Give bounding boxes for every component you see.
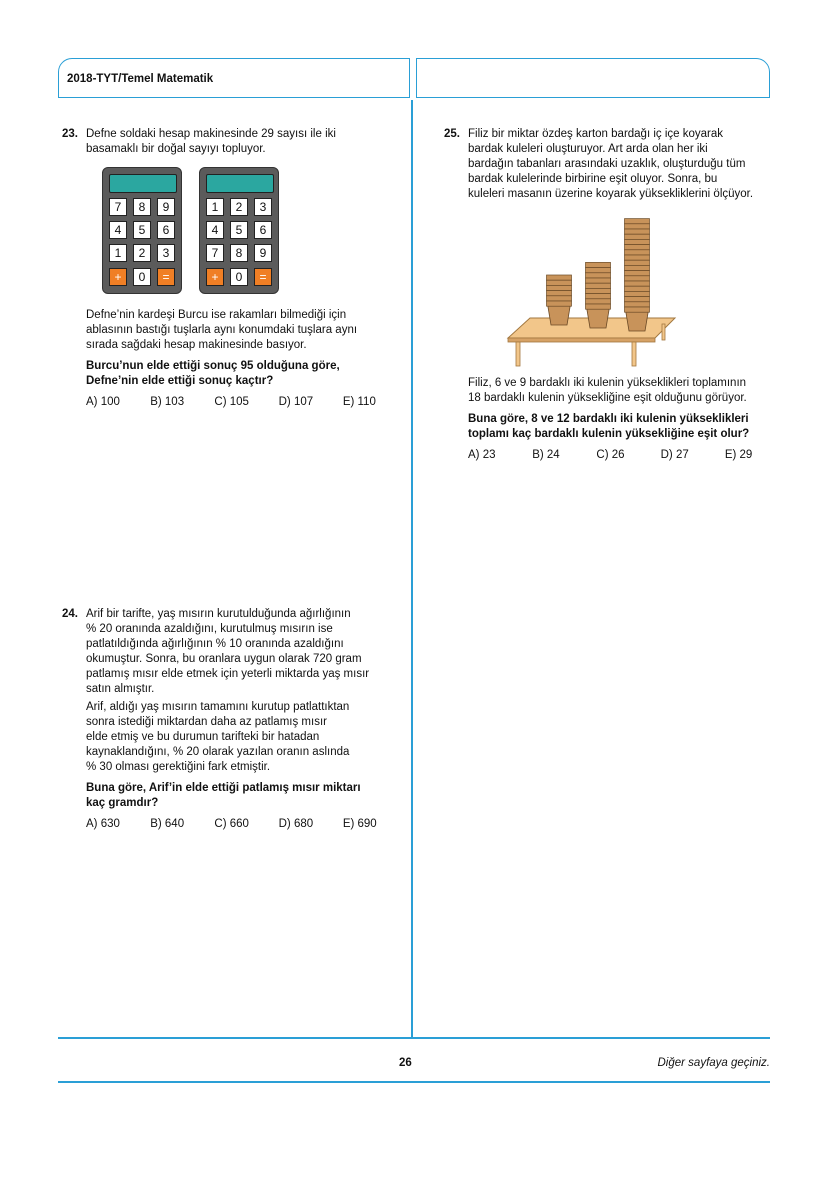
q25-intro-line: Filiz bir miktar özdeş karton bardağı iç içe koyarak — [468, 128, 724, 140]
cup-rim — [586, 288, 611, 293]
table-leg — [662, 324, 665, 340]
option-b[interactable]: B) 24 — [532, 449, 560, 461]
q24-para-line: patlatıldığında ağırlığının % 10 oranında azaldığını — [86, 638, 344, 650]
cup-rim — [586, 304, 611, 309]
cup-rim — [547, 285, 572, 290]
q24-para-line: satın almıştır. — [86, 683, 155, 695]
q25-intro-line: kuleleri masanın üzerine koyarak yüksekliklerini ölçüyor. — [468, 188, 754, 200]
table-edge — [508, 338, 655, 342]
cup-tower-9 — [586, 262, 611, 328]
cup-rim — [586, 273, 611, 278]
cup-rim — [625, 286, 650, 291]
option-b[interactable]: B) 640 — [150, 818, 185, 830]
q24-para-line: % 20 oranında azaldığını, kurutulmuş mısırın ise — [86, 623, 333, 635]
calc-key[interactable]: 4 — [109, 221, 127, 239]
q24-para-line: % 30 olması gerektiğini fark etmiştir. — [86, 761, 271, 773]
question-24 — [62, 607, 407, 832]
cup-rim — [625, 297, 650, 302]
option-d[interactable]: D) 680 — [278, 818, 314, 830]
next-page-note: Diğer sayfaya geçiniz. — [657, 1057, 770, 1069]
q25-body-line: 18 bardaklı kulenin yüksekliğine eşit olduğunu görüyor. — [468, 392, 747, 404]
answer-options — [86, 817, 407, 832]
column-divider — [411, 100, 413, 1037]
calc-key[interactable]: 7 — [206, 244, 224, 262]
q24-para-line: Arif bir tarifte, yaş mısırın kurutulduğunda ağırlığının — [86, 608, 351, 620]
cup-rim — [625, 229, 650, 234]
table-leg — [632, 342, 636, 366]
cup-rim — [586, 262, 611, 267]
q24-question-line: kaç gramdır? — [86, 797, 159, 809]
question-number: 24. — [62, 608, 78, 620]
table-leg — [516, 342, 520, 366]
cup-rim — [547, 296, 572, 301]
calc-key-equals[interactable]: = — [254, 268, 272, 286]
q24-para-line: sonra istediği miktardan daha az patlamış mısır — [86, 716, 327, 728]
calc-key[interactable]: 2 — [133, 244, 151, 262]
cup-rim — [625, 224, 650, 229]
footer-top-rule — [58, 1037, 770, 1039]
calc-key-equals[interactable]: = — [157, 268, 175, 286]
calc-key[interactable]: 2 — [230, 198, 248, 216]
cup-rim — [625, 281, 650, 286]
right-calculator — [199, 167, 279, 294]
calc-key-plus[interactable]: + — [109, 268, 127, 286]
cup-rim — [625, 302, 650, 307]
cup-rim — [625, 260, 650, 265]
q23-body-line: ablasının bastığı tuşlarla aynı konumdaki tuşlara aynı — [86, 324, 358, 336]
calc-key[interactable]: 8 — [230, 244, 248, 262]
cup-rim — [625, 219, 650, 224]
calculator-screen — [109, 174, 177, 193]
cup-tower-6 — [547, 275, 572, 325]
cup-rim — [586, 294, 611, 299]
q23-body-line: Defne’nin kardeşi Burcu ise rakamları bilmediği için — [86, 309, 347, 321]
calc-key[interactable]: 0 — [230, 268, 248, 286]
option-a[interactable]: A) 23 — [468, 449, 496, 461]
cup-towers-figure — [500, 200, 690, 370]
question-23 — [62, 127, 402, 157]
option-c[interactable]: C) 660 — [214, 818, 249, 830]
footer-bottom-rule — [58, 1081, 770, 1083]
q24-para-line: okumuştur. Sonra, bu oranlara uygun olarak 720 gram — [86, 653, 362, 665]
option-c[interactable]: C) 26 — [596, 449, 625, 461]
cup-rim — [625, 291, 650, 296]
cup-rim — [625, 265, 650, 270]
q25-question-line: Buna göre, 8 ve 12 bardaklı iki kulenin yükseklikleri — [468, 413, 749, 425]
calc-key-plus[interactable]: + — [206, 268, 224, 286]
option-b[interactable]: B) 103 — [150, 396, 185, 408]
q23-intro-line: Defne soldaki hesap makinesinde 29 sayısı ile iki — [86, 128, 336, 140]
cup-rim — [586, 268, 611, 273]
page-title: 2018-TYT/Temel Matematik — [67, 73, 214, 85]
calc-key[interactable]: 3 — [157, 244, 175, 262]
cup-rim — [625, 250, 650, 255]
q23-question-line: Burcu’nun elde ettiği sonuç 95 olduğuna göre, — [86, 360, 340, 372]
question-23-body — [62, 308, 407, 410]
calc-key[interactable]: 4 — [206, 221, 224, 239]
q24-para-line: patlamış mısır elde etmek için yeterli miktarda yaş mısır — [86, 668, 370, 680]
q24-para-line: Arif, aldığı yaş mısırın tamamını kurutup patlattıktan — [86, 701, 350, 713]
q23-question-line: Defne’nin elde ettiği sonuç kaçtır? — [86, 375, 274, 387]
cup-rim — [625, 234, 650, 239]
cup-rim — [625, 276, 650, 281]
cup-rim — [625, 271, 650, 276]
q25-intro-line: bardak kulelerinde birbirine eşit oluyor. Sonra, bu — [468, 173, 718, 185]
option-d[interactable]: D) 27 — [660, 449, 689, 461]
calculator-screen — [206, 174, 274, 193]
calc-key[interactable]: 8 — [133, 198, 151, 216]
q24-para-line: elde etmiş ve bu durumun tarifteki bir hatadan — [86, 731, 320, 743]
option-a[interactable]: A) 100 — [86, 396, 120, 408]
question-25-body — [444, 376, 789, 463]
cup-rim — [547, 280, 572, 285]
cup-rim — [625, 255, 650, 260]
left-calculator — [102, 167, 182, 294]
calc-key[interactable]: 6 — [254, 221, 272, 239]
cup-rim — [625, 239, 650, 244]
calc-key[interactable]: 0 — [133, 268, 151, 286]
cup-rim — [547, 291, 572, 296]
question-25 — [444, 127, 789, 202]
answer-options — [86, 395, 407, 410]
question-number: 23. — [62, 128, 78, 140]
option-e[interactable]: E) 29 — [724, 449, 753, 461]
calc-key[interactable]: 1 — [109, 244, 127, 262]
q23-body-line: sırada sağdaki hesap makinesinde basıyor. — [86, 339, 307, 351]
cup-rim — [547, 301, 572, 306]
option-a[interactable]: A) 630 — [86, 818, 120, 830]
answer-options — [468, 448, 789, 463]
calc-key[interactable]: 6 — [157, 221, 175, 239]
calc-key[interactable]: 3 — [254, 198, 272, 216]
q25-intro-line: bardak kuleleri oluşturuyor. Art arda olan her iki — [468, 143, 708, 155]
calc-key[interactable]: 1 — [206, 198, 224, 216]
calc-key[interactable]: 7 — [109, 198, 127, 216]
option-c[interactable]: C) 105 — [214, 396, 249, 408]
cup-tower-18 — [625, 219, 650, 331]
cup-rim — [625, 245, 650, 250]
calc-key[interactable]: 5 — [133, 221, 151, 239]
page-number: 26 — [399, 1057, 412, 1069]
cup-rim — [586, 283, 611, 288]
cup-rim — [586, 278, 611, 283]
calc-key[interactable]: 9 — [157, 198, 175, 216]
question-number: 25. — [444, 128, 460, 140]
header-left-box — [58, 58, 410, 98]
q24-para-line: kaynaklandığını, % 20 olarak yazılan oranın aslında — [86, 746, 350, 758]
header-right-box — [416, 58, 770, 98]
calc-key[interactable]: 5 — [230, 221, 248, 239]
option-e[interactable]: E) 690 — [342, 818, 377, 830]
cup-rim — [586, 299, 611, 304]
q24-question-line: Buna göre, Arif’in elde ettiği patlamış mısır miktarı — [86, 782, 361, 794]
cup-rim — [547, 275, 572, 280]
q25-body-line: Filiz, 6 ve 9 bardaklı iki kulenin yükseklikleri toplamının — [468, 377, 747, 389]
q25-intro-line: bardağın tabanları arasındaki uzaklık, oluşturduğu tüm — [468, 158, 746, 170]
calc-key[interactable]: 9 — [254, 244, 272, 262]
q23-intro-line: basamaklı bir doğal sayıyı topluyor. — [86, 143, 266, 155]
cup-rim — [625, 307, 650, 312]
q25-question-line: toplamı kaç bardaklı kulenin yüksekliğine eşit olur? — [468, 428, 750, 440]
option-d[interactable]: D) 107 — [278, 396, 314, 408]
option-e[interactable]: E) 110 — [342, 396, 376, 408]
